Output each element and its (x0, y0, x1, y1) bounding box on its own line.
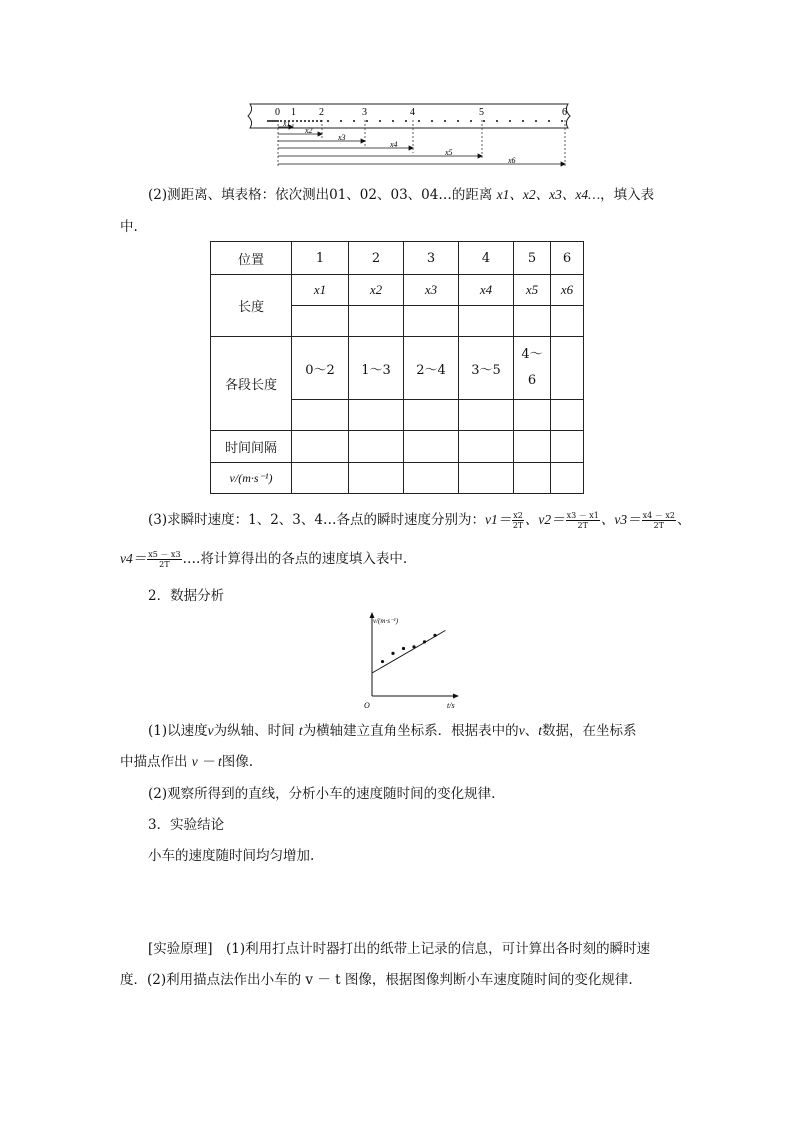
tape-dot (340, 120, 342, 122)
tape-dot (418, 120, 420, 122)
table-cell: 4～ 6 (514, 337, 551, 400)
tape-dot (509, 120, 511, 122)
principle-line2: 度．(2)利用描点法作出小车的 v － t 图像，根据图像判断小车速度随时间的变化规律. (120, 972, 633, 988)
table-cell: x5 (514, 275, 551, 306)
tape-dot (316, 120, 318, 122)
tape-dot (457, 120, 459, 122)
row-label-interval: 时间间隔 (211, 431, 292, 463)
fraction: $\frac{x4 - x2}{2T}$ (642, 511, 675, 530)
tape-tick-label: 6 (562, 107, 567, 118)
data-point (402, 647, 405, 650)
table-cell: 2～4 (404, 337, 459, 400)
table-cell: x1 (292, 275, 349, 306)
section3-text: 小车的速度随时间均匀增加. (148, 848, 315, 864)
tape-dot (405, 120, 407, 122)
tape-dot (280, 120, 282, 122)
tape-dot (269, 120, 271, 122)
tape-dot (304, 120, 306, 122)
graph-x-label: t/s (447, 701, 455, 710)
table-cell (551, 337, 584, 400)
step2-line1: (2)测距离、填表格：依次测出01、02、03、04…的距离 x1、x2、x3、x4…，填入表 (148, 187, 655, 203)
tape-tick-label: 3 (362, 107, 367, 118)
tape-dot (535, 120, 537, 122)
step3-line2: v4＝ $\frac{x5 - x3}{2T}$ ….将计算得出的各点的速度填入表中. (120, 550, 408, 569)
tape-dot (548, 120, 550, 122)
graph-y-label: v/(m·s⁻¹) (373, 617, 399, 625)
tape-dot (444, 120, 446, 122)
tape-seg-label: x1 (283, 119, 291, 128)
data-point (412, 645, 415, 648)
section2-p2: (2)观察所得到的直线，分析小车的速度随时间的变化规律. (148, 786, 496, 802)
vt-graph (362, 610, 462, 714)
data-point (381, 660, 384, 663)
data-point (391, 652, 394, 655)
fraction: $\frac{x3 - x1}{2T}$ (566, 511, 599, 530)
tape-dot (366, 120, 368, 122)
tape-dot (273, 120, 275, 122)
table-cell: 1 (292, 242, 349, 275)
paper-tape-figure (238, 96, 578, 174)
row-label-velocity: v/(m·s⁻¹) (211, 463, 292, 494)
tape-dot (312, 120, 314, 122)
tape-tick-label: 1 (291, 107, 296, 118)
tape-tick-label: 5 (479, 107, 484, 118)
tape-dot (483, 120, 485, 122)
tape-dot (522, 120, 524, 122)
tape-dot (267, 120, 269, 122)
table-cell: 3 (404, 242, 459, 275)
tape-seg-label: x4 (390, 140, 398, 149)
tape-dot (271, 120, 273, 122)
row-label-segment: 各段长度 (211, 337, 292, 431)
tape-seg-label: x3 (338, 133, 346, 142)
data-table (210, 241, 584, 494)
fraction: $\frac{x5 - x3}{2T}$ (148, 550, 181, 569)
table-cell: x2 (349, 275, 404, 306)
tape-tick-label: 4 (410, 107, 415, 118)
data-point (433, 634, 436, 637)
section2-p1-line1: (1)以速度v为纵轴、时间 t为横轴建立直角坐标系．根据表中的v、t数据，在坐标系 (148, 723, 637, 739)
table-cell: 2 (349, 242, 404, 275)
table-cell: x4 (459, 275, 514, 306)
tape-tick-label: 2 (319, 107, 324, 118)
data-point (423, 640, 426, 643)
tape-dot (379, 120, 381, 122)
tape-seg-label: x6 (508, 156, 516, 165)
table-cell: 1～3 (349, 337, 404, 400)
section2-p1-line2: 中描点作出 v － t图像. (120, 754, 254, 770)
tape-dots (267, 120, 563, 122)
step3-line1: (3)求瞬时速度：1、2、3、4…各点的瞬时速度分别为：v1＝ $\frac{x2}{2T}$ 、v2＝ $\frac{x3 - x1}{2T}$ 、v3＝ $\frac{x4 - x2}{2T}$ 、 (148, 511, 691, 530)
tape-dot (561, 120, 563, 122)
tape-dot (300, 120, 302, 122)
tape-dot (308, 120, 310, 122)
table-cell: 5 (514, 242, 551, 275)
tape-tick-label: 0 (275, 107, 280, 118)
section2-title: 2．数据分析 (148, 588, 225, 604)
table-cell: 0～2 (292, 337, 349, 400)
tape-dot (275, 120, 277, 122)
tape-dot (431, 120, 433, 122)
tape-dot (296, 120, 298, 122)
fraction: $\frac{x2}{2T}$ (512, 511, 524, 530)
step2-line2: 中. (120, 219, 138, 235)
graph-origin: O (364, 701, 370, 710)
section3-title: 3．实验结论 (148, 817, 225, 833)
table-cell: x6 (551, 275, 584, 306)
table-cell: 3～5 (459, 337, 514, 400)
tape-dot (327, 120, 329, 122)
tape-seg-label: x2 (305, 126, 313, 135)
row-label-position: 位置 (211, 242, 292, 275)
tape-dot (392, 120, 394, 122)
tape-dot (353, 120, 355, 122)
row-label-length: 长度 (211, 275, 292, 337)
tape-dot (496, 120, 498, 122)
tape-dot (470, 120, 472, 122)
tape-seg-label: x5 (445, 148, 453, 157)
table-cell: x3 (404, 275, 459, 306)
table-cell: 4 (459, 242, 514, 275)
table-cell: 6 (551, 242, 584, 275)
principle-line1: [实验原理] (1)利用打点计时器打出的纸带上记录的信息，可计算出各时刻的瞬时速 (148, 941, 651, 957)
